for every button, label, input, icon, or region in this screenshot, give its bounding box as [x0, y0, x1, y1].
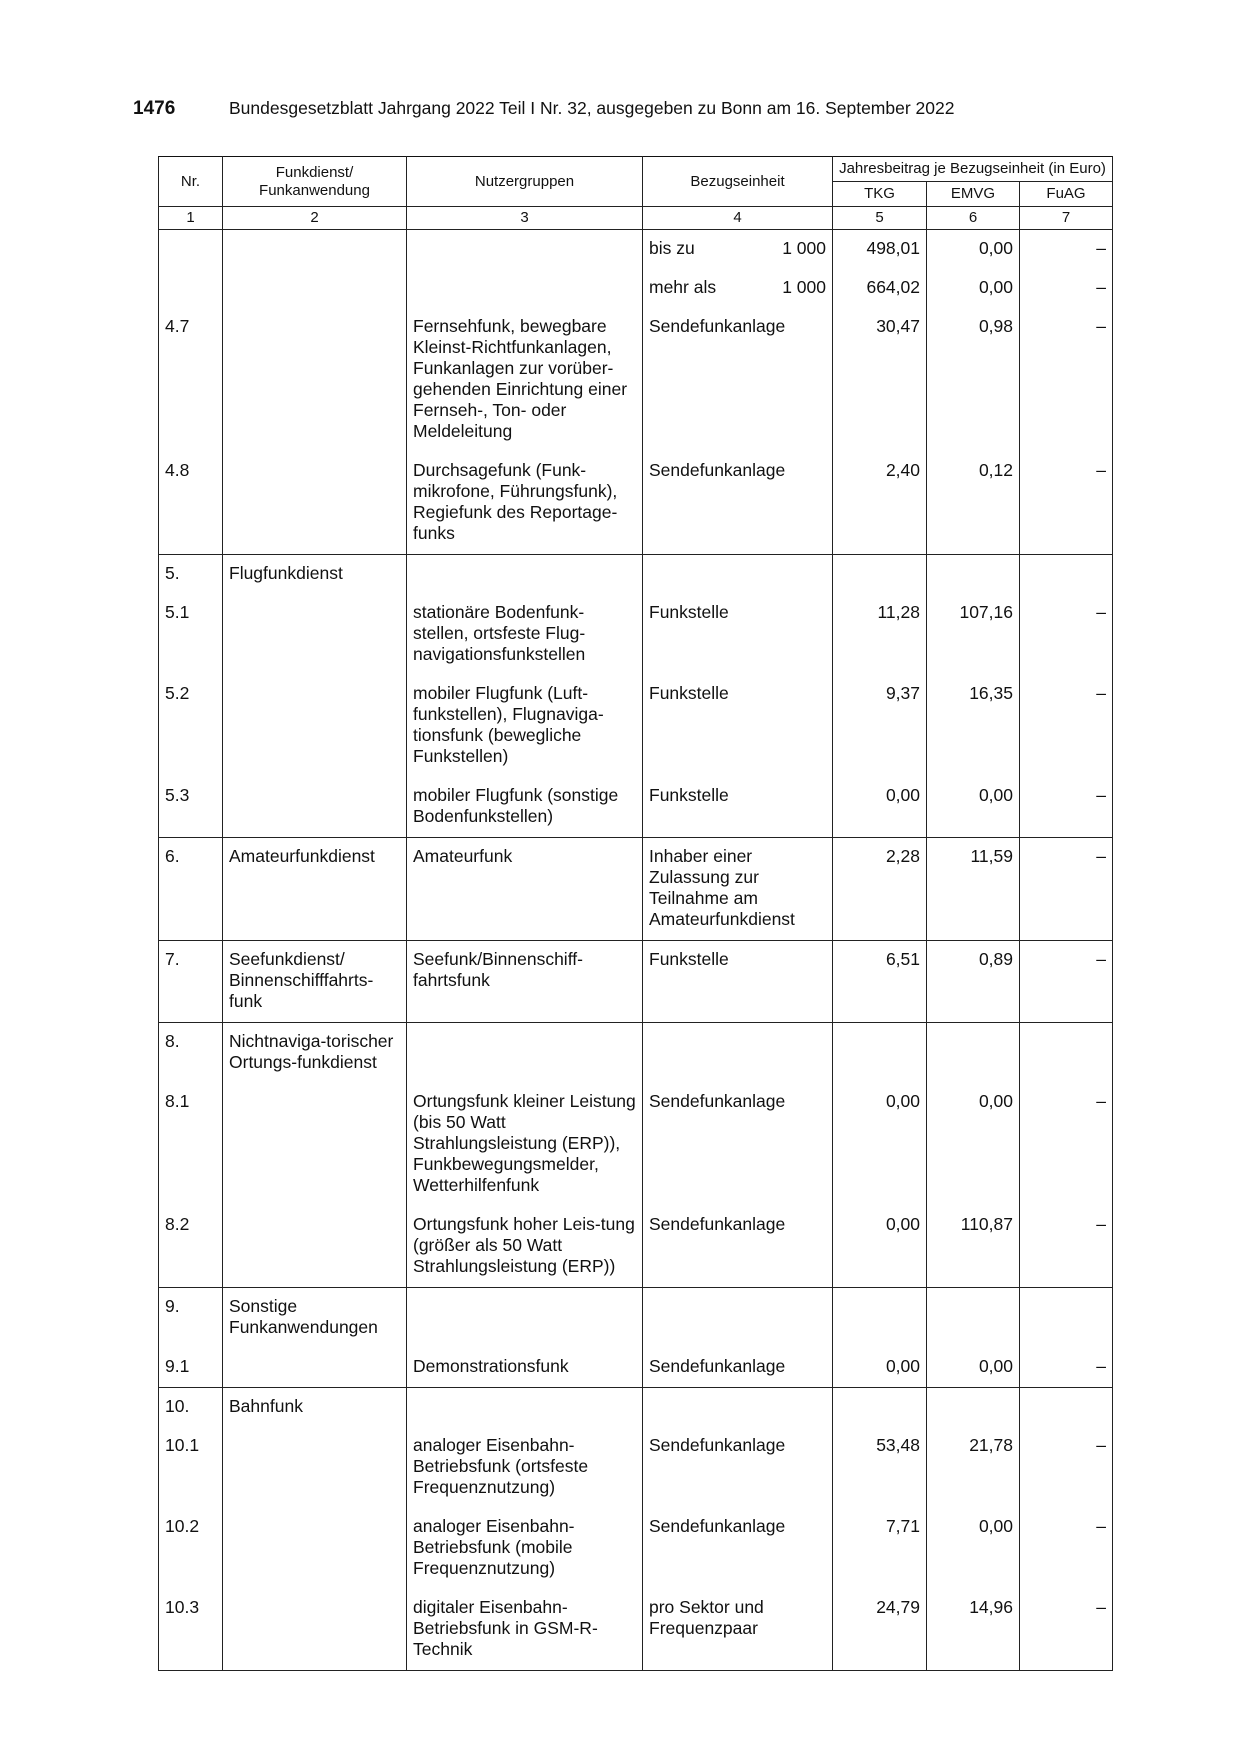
- cell-nutzer: analoger Eisenbahn-Betriebsfunk (mobile Frequenznutzung): [407, 1508, 643, 1589]
- cell-nr: [159, 269, 223, 308]
- cell-nr: 10.1: [159, 1427, 223, 1508]
- table-row: [159, 941, 1113, 1023]
- column-number: 7: [1020, 207, 1113, 230]
- cell-bezugseinheit: [643, 555, 833, 595]
- cell-nr: 8.1: [159, 1083, 223, 1206]
- cell-nr: 4.7: [159, 308, 223, 452]
- cell-emvg: 0,00: [927, 777, 1020, 838]
- cell-fuag: [1020, 555, 1113, 595]
- cell-bezugseinheit: Sendefunkanlage: [643, 1427, 833, 1508]
- cell-dienst: [223, 269, 407, 308]
- cell-emvg: 0,00: [927, 269, 1020, 308]
- table-row: [159, 838, 1113, 941]
- cell-tkg: 2,40: [833, 452, 927, 555]
- table-row: [159, 269, 1113, 308]
- cell-nutzer: [407, 269, 643, 308]
- cell-nr: 5.: [159, 555, 223, 595]
- cell-bezugseinheit: [643, 1023, 833, 1084]
- cell-fuag: [1020, 1388, 1113, 1428]
- cell-emvg: 0,12: [927, 452, 1020, 555]
- cell-bezugseinheit: Sendefunkanlage: [643, 452, 833, 555]
- cell-tkg: 0,00: [833, 1083, 927, 1206]
- table-row: [159, 1288, 1113, 1349]
- header-fuag: FuAG: [1020, 182, 1113, 207]
- cell-bezugseinheit: Sendefunkanlage: [643, 1348, 833, 1388]
- cell-nr: 10.3: [159, 1589, 223, 1671]
- header-tkg: TKG: [833, 182, 927, 207]
- cell-tkg: 6,51: [833, 941, 927, 1023]
- cell-tkg: 11,28: [833, 594, 927, 675]
- cell-emvg: [927, 1288, 1020, 1349]
- page-number: 1476: [133, 98, 176, 119]
- cell-tkg: 24,79: [833, 1589, 927, 1671]
- cell-bezugseinheit: Funkstelle: [643, 777, 833, 838]
- header-nutzergruppen: Nutzergruppen: [407, 157, 643, 207]
- cell-nutzer: [407, 1288, 643, 1349]
- cell-tkg: 664,02: [833, 269, 927, 308]
- cell-dienst: Flugfunkdienst: [223, 555, 407, 595]
- cell-emvg: 16,35: [927, 675, 1020, 777]
- cell-dienst: [223, 230, 407, 270]
- table-row: [159, 675, 1113, 777]
- column-number: 3: [407, 207, 643, 230]
- cell-dienst: Nichtnaviga-torischer Ortungs-funkdienst: [223, 1023, 407, 1084]
- column-number: 6: [927, 207, 1020, 230]
- cell-nutzer: Amateurfunk: [407, 838, 643, 941]
- table-row: [159, 1206, 1113, 1288]
- cell-dienst: [223, 777, 407, 838]
- cell-nr: 6.: [159, 838, 223, 941]
- table-row: [159, 594, 1113, 675]
- cell-dienst: [223, 1427, 407, 1508]
- cell-fuag: [1020, 1023, 1113, 1084]
- cell-nutzer: stationäre Bodenfunk-stellen, ortsfeste Flug-navigationsfunkstellen: [407, 594, 643, 675]
- cell-fuag: –: [1020, 230, 1113, 270]
- cell-nr: 8.: [159, 1023, 223, 1084]
- cell-emvg: 0,00: [927, 1083, 1020, 1206]
- cell-nutzer: analoger Eisenbahn-Betriebsfunk (ortsfeste Frequenznutzung): [407, 1427, 643, 1508]
- table-row: [159, 230, 1113, 270]
- cell-dienst: [223, 1083, 407, 1206]
- cell-dienst: [223, 1589, 407, 1671]
- cell-tkg: [833, 555, 927, 595]
- cell-bezugseinheit: bis zu 1 000: [643, 230, 833, 270]
- cell-nutzer: mobiler Flugfunk (sonstige Bodenfunkstellen): [407, 777, 643, 838]
- cell-tkg: 498,01: [833, 230, 927, 270]
- cell-bezugseinheit: Sendefunkanlage: [643, 308, 833, 452]
- cell-fuag: –: [1020, 1427, 1113, 1508]
- cell-nutzer: digitaler Eisenbahn-Betriebsfunk in GSM-R-Technik: [407, 1589, 643, 1671]
- cell-tkg: 9,37: [833, 675, 927, 777]
- table-row: [159, 1023, 1113, 1084]
- cell-fuag: –: [1020, 1083, 1113, 1206]
- cell-emvg: 0,00: [927, 230, 1020, 270]
- column-number: 1: [159, 207, 223, 230]
- table-row: [159, 1589, 1113, 1671]
- cell-nr: 10.2: [159, 1508, 223, 1589]
- cell-nutzer: [407, 1388, 643, 1428]
- page-header: [133, 98, 1113, 120]
- cell-emvg: 0,00: [927, 1348, 1020, 1388]
- cell-nutzer: [407, 555, 643, 595]
- table-row: [159, 1083, 1113, 1206]
- cell-bezugseinheit: Sendefunkanlage: [643, 1508, 833, 1589]
- cell-nutzer: Fernsehfunk, bewegbare Kleinst-Richtfunkanlagen, Funkanlagen zur vorüber-gehenden Einrichtung einer Fernseh-, Ton- oder Meldeleitung: [407, 308, 643, 452]
- cell-nutzer: Ortungsfunk hoher Leis-tung (größer als 50 Watt Strahlungsleistung (ERP)): [407, 1206, 643, 1288]
- cell-emvg: [927, 1023, 1020, 1084]
- table-row: [159, 1348, 1113, 1388]
- table-row: [159, 555, 1113, 595]
- column-number: 2: [223, 207, 407, 230]
- table-row: [159, 1388, 1113, 1428]
- cell-fuag: –: [1020, 777, 1113, 838]
- cell-tkg: 53,48: [833, 1427, 927, 1508]
- table-row: [159, 777, 1113, 838]
- table-row: [159, 1508, 1113, 1589]
- cell-bezugseinheit: mehr als 1 000: [643, 269, 833, 308]
- cell-nr: 5.3: [159, 777, 223, 838]
- cell-tkg: 0,00: [833, 1348, 927, 1388]
- cell-emvg: 0,89: [927, 941, 1020, 1023]
- cell-bezugseinheit: Sendefunkanlage: [643, 1083, 833, 1206]
- cell-nr: 7.: [159, 941, 223, 1023]
- fee-table: [158, 156, 1113, 1671]
- gazette-title: Bundesgesetzblatt Jahrgang 2022 Teil I Nr. 32, ausgegeben zu Bonn am 16. September 2022: [229, 98, 955, 118]
- cell-fuag: –: [1020, 838, 1113, 941]
- cell-nr: 5.1: [159, 594, 223, 675]
- cell-nutzer: Demonstrationsfunk: [407, 1348, 643, 1388]
- cell-nr: 9.1: [159, 1348, 223, 1388]
- cell-fuag: –: [1020, 941, 1113, 1023]
- cell-tkg: [833, 1388, 927, 1428]
- cell-bezugseinheit: Inhaber einer Zulassung zur Teilnahme am Amateurfunkdienst: [643, 838, 833, 941]
- cell-fuag: [1020, 1288, 1113, 1349]
- cell-nutzer: mobiler Flugfunk (Luft-funkstellen), Flugnaviga-tionsfunk (bewegliche Funkstellen): [407, 675, 643, 777]
- cell-dienst: [223, 308, 407, 452]
- cell-tkg: 7,71: [833, 1508, 927, 1589]
- cell-bezugseinheit: pro Sektor und Frequenzpaar: [643, 1589, 833, 1671]
- cell-fuag: –: [1020, 269, 1113, 308]
- cell-emvg: 21,78: [927, 1427, 1020, 1508]
- cell-bezugseinheit: Sendefunkanlage: [643, 1206, 833, 1288]
- cell-bezugseinheit: Funkstelle: [643, 594, 833, 675]
- cell-dienst: [223, 452, 407, 555]
- cell-nutzer: Ortungsfunk kleiner Leistung (bis 50 Watt Strahlungsleistung (ERP)), Funkbewegungsmelder, Wetterhilfenfunk: [407, 1083, 643, 1206]
- cell-bezugseinheit: [643, 1388, 833, 1428]
- cell-nr: 8.2: [159, 1206, 223, 1288]
- header-nr: Nr.: [159, 157, 223, 207]
- cell-bezugseinheit: Funkstelle: [643, 941, 833, 1023]
- column-number: 4: [643, 207, 833, 230]
- cell-fuag: –: [1020, 308, 1113, 452]
- header-emvg: EMVG: [927, 182, 1020, 207]
- cell-emvg: [927, 1388, 1020, 1428]
- cell-nutzer: [407, 1023, 643, 1084]
- cell-fuag: –: [1020, 594, 1113, 675]
- cell-fuag: –: [1020, 1348, 1113, 1388]
- cell-dienst: [223, 675, 407, 777]
- cell-dienst: [223, 1348, 407, 1388]
- cell-dienst: [223, 1206, 407, 1288]
- table-row: [159, 1427, 1113, 1508]
- cell-fuag: –: [1020, 1508, 1113, 1589]
- cell-nutzer: [407, 230, 643, 270]
- cell-emvg: 14,96: [927, 1589, 1020, 1671]
- cell-bezugseinheit: [643, 1288, 833, 1349]
- cell-nr: [159, 230, 223, 270]
- header-funkdienst: Funkdienst/ Funkanwendung: [223, 157, 407, 207]
- header-bezugseinheit: Bezugseinheit: [643, 157, 833, 207]
- cell-fuag: –: [1020, 452, 1113, 555]
- header-jahresbeitrag: Jahresbeitrag je Bezugseinheit (in Euro): [833, 157, 1113, 182]
- cell-tkg: [833, 1288, 927, 1349]
- cell-emvg: 0,00: [927, 1508, 1020, 1589]
- cell-dienst: Seefunkdienst/ Binnenschifffahrts-funk: [223, 941, 407, 1023]
- column-number: 5: [833, 207, 927, 230]
- cell-nutzer: Seefunk/Binnenschiff-fahrtsfunk: [407, 941, 643, 1023]
- cell-fuag: –: [1020, 1206, 1113, 1288]
- cell-emvg: 11,59: [927, 838, 1020, 941]
- cell-tkg: 30,47: [833, 308, 927, 452]
- cell-emvg: 107,16: [927, 594, 1020, 675]
- cell-nr: 4.8: [159, 452, 223, 555]
- cell-dienst: Amateurfunkdienst: [223, 838, 407, 941]
- cell-dienst: Sonstige Funkanwendungen: [223, 1288, 407, 1349]
- cell-fuag: –: [1020, 1589, 1113, 1671]
- table-row: [159, 308, 1113, 452]
- cell-dienst: [223, 1508, 407, 1589]
- cell-nutzer: Durchsagefunk (Funk-mikrofone, Führungsfunk), Regiefunk des Reportage-funks: [407, 452, 643, 555]
- cell-nr: 5.2: [159, 675, 223, 777]
- cell-emvg: 0,98: [927, 308, 1020, 452]
- cell-emvg: [927, 555, 1020, 595]
- cell-tkg: 0,00: [833, 1206, 927, 1288]
- cell-nr: 9.: [159, 1288, 223, 1349]
- table-row: [159, 452, 1113, 555]
- cell-fuag: –: [1020, 675, 1113, 777]
- cell-dienst: Bahnfunk: [223, 1388, 407, 1428]
- cell-tkg: 0,00: [833, 777, 927, 838]
- cell-tkg: [833, 1023, 927, 1084]
- cell-emvg: 110,87: [927, 1206, 1020, 1288]
- cell-tkg: 2,28: [833, 838, 927, 941]
- cell-dienst: [223, 594, 407, 675]
- cell-nr: 10.: [159, 1388, 223, 1428]
- cell-bezugseinheit: Funkstelle: [643, 675, 833, 777]
